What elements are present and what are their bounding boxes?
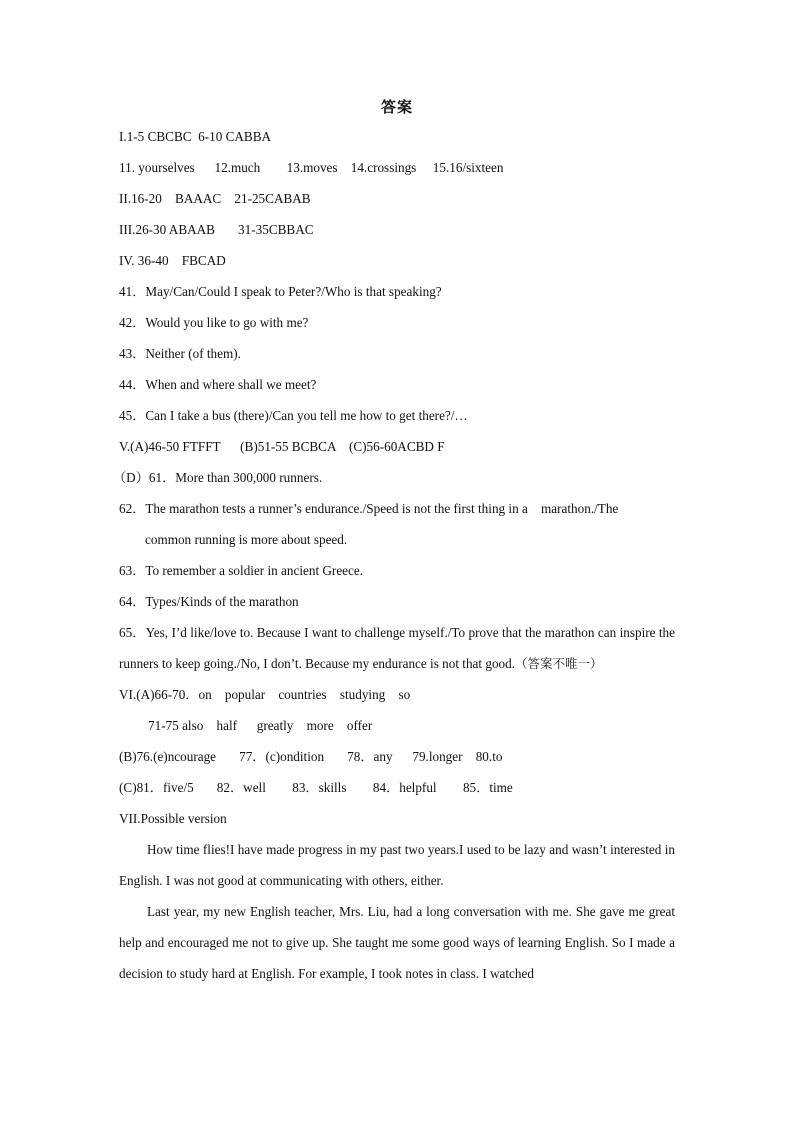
essay-paragraph-1: How time flies!I have made progress in my past two years.I used to be lazy and wasn’t interested in English. I was not good at communicating with others, either. [119,842,675,888]
answer-item-62-continued: common running is more about speed. [145,532,348,547]
answer-section-2: II.16-20 BAAAC 21-25CABAB [119,191,311,206]
answer-section-1: I.1-5 CBCBC 6-10 CABBA [119,129,272,144]
answer-section-5: V.(A)46-50 FTFFT (B)51-55 BCBCA (C)56-60ACBD F [119,439,445,454]
answer-content [113,121,675,989]
answer-item-63: 63．To remember a soldier in ancient Greece. [119,563,364,578]
answer-item-65-note: （答案不唯一） [515,656,603,671]
answer-section-6b: (B)76.(e)ncourage 77．(c)ondition 78．any 79.longer 80.to [119,749,503,764]
answer-section-7-heading: VII.Possible version [119,811,227,826]
answer-item-62: 62．The marathon tests a runner’s endurance./Speed is not the first thing in a marathon./The [119,501,619,516]
answer-section-3: III.26-30 ABAAB 31-35CBBAC [119,222,314,237]
page-title: 答案 [380,98,413,116]
answer-item-42: 42．Would you like to go with me? [119,315,309,330]
answer-item-44: 44．When and where shall we meet? [119,377,317,392]
answer-section-6a-2: 71-75 also half greatly more offer [148,718,373,733]
essay-paragraph-2: Last year, my new English teacher, Mrs. Liu, had a long conversation with me. She gave me great help and encouraged me not to give up. She taught me some good ways of learning English. So I made a decision to study hard at English. For example, I took notes in class. I watched [119,904,675,981]
answer-items-11-15: 11. yourselves 12.much 13.moves 14.crossings 15.16/sixteen [119,160,504,175]
answer-section-6c: (C)81．five/5 82．well 83．skills 84．helpful 85．time [119,780,513,795]
answer-section-6a-1: VI.(A)66-70．on popular countries studying so [119,687,411,702]
answer-item-65 [119,617,675,679]
answer-item-64: 64．Types/Kinds of the marathon [119,594,299,609]
answer-item-41: 41．May/Can/Could I speak to Peter?/Who is that speaking? [119,284,442,299]
answer-item-61: （D）61．More than 300,000 runners. [113,470,323,485]
answer-item-65-text: 65．Yes, I’d like/love to. Because I want to challenge myself./To prove that the marathon can inspire the runners to keep going./No, I don’t. Because my endurance is not that good. [119,625,675,671]
answer-section-4: IV. 36-40 FBCAD [119,253,226,268]
answer-item-43: 43．Neither (of them). [119,346,241,361]
answer-item-45: 45．Can I take a bus (there)/Can you tell me how to get there?/… [119,408,468,423]
